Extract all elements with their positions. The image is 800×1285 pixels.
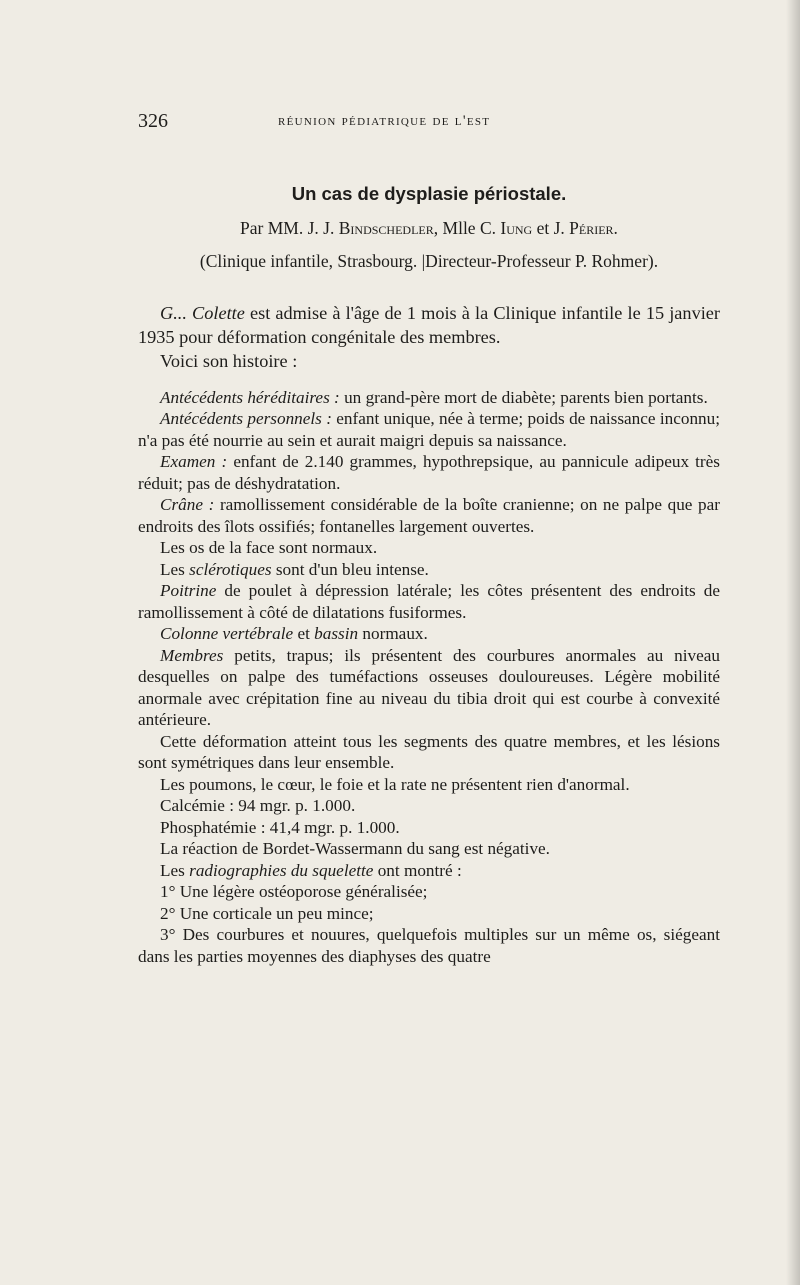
list-item-curvatures: 3° Des courbures et nouures, quelquefois multiples sur un même os, siégeant dans les parties moyennes des diaphyses des quatre [138,925,720,966]
heading-hereditary: Antécédents héréditaires : [160,387,340,407]
heading-skull: Crâne : [160,495,215,514]
paragraph-deformation: Cette déformation atteint tous les segments des quatre membres, et les lésions sont symétriques dans leur ensemble. [138,731,720,772]
paragraph-radiographs [138,860,720,882]
author-iung: Iung [500,218,533,238]
page-gutter-shadow [786,0,800,1285]
text-hereditary: un grand-père mort de diabète; parents bien portants. [339,387,708,407]
text-limbs: petits, trapus; ils présentent des courbures anormales au niveau desquelles on palpe des tuméfactions osseuses douloureuses. Légère mobilité anormale avec crépitation fine au niveau du tibia droit qui est courbe à convexité antérieure. [138,645,720,729]
heading-spine: Colonne vertébrale [160,624,294,643]
text-exam: enfant de 2.140 grammes, hypothrepsique, au pannicule adipeux très réduit; pas de déshydratation. [138,452,720,493]
paragraph-hereditary [138,387,720,409]
authors-prefix: Par MM. J. J. [240,218,335,238]
paragraph-personal [138,408,720,451]
spacer [138,373,720,387]
patient-name: G... Colette [160,302,245,323]
text-sclera-a: Les [160,559,190,579]
running-title: réunion pédiatrique de l'est [278,113,491,129]
paragraph-face: Les os de la face sont normaux. [160,538,378,557]
paragraph-history: Voici son histoire : [160,350,298,371]
heading-exam: Examen : [160,452,228,471]
heading-pelvis: bassin [314,624,359,643]
text-spine-mid: et [293,624,315,643]
heading-chest: Poitrine [160,581,217,600]
paragraph-exam [138,451,720,494]
article-authors [138,215,720,241]
paragraph-sclera [138,559,720,581]
paragraph-wassermann: La réaction de Bordet-Wassermann du sang est négative. [160,839,550,858]
text-skull: ramollissement considérable de la boîte cranienne; on ne palpe que par endroits des îlots ossifiés; fontanelles largement ouvertes. [138,495,720,536]
list-item-osteoporosis: 1° Une légère ostéoporose généralisée; [160,882,428,901]
authors-and: et J. [536,218,565,238]
text-personal: enfant unique, née à terme; poids de naissance inconnu; n'a pas été nourrie au sein et aurait maigri depuis sa naissance. [138,409,721,450]
paragraph-intro-text: est admise à l'âge de 1 mois à la Clinique infantile le 15 janvier 1935 pour déformation congénitale des membres. [138,302,720,347]
paragraph-phosphatemia: Phosphatémie : 41,4 mgr. p. 1.000. [160,817,400,837]
heading-limbs: Membres [160,645,224,665]
paragraph-limbs [138,645,720,731]
list-item-cortical: 2° Une corticale un peu mince; [160,903,374,923]
article-body [138,183,720,967]
text-radiographs-b: ont montré : [373,860,462,880]
text-sclera-b: sont d'un bleu intense. [271,559,429,579]
paragraph-chest [138,580,720,623]
heading-personal: Antécédents personnels : [160,409,332,428]
page-number: 326 [138,110,168,132]
text-spine: normaux. [358,624,428,643]
article-title: Un cas de dysplasie périostale. [291,183,567,204]
paragraph-organs: Les poumons, le cœur, le foie et la rate ne présentent rien d'anormal. [160,774,630,794]
heading-sclera: sclérotiques [189,559,272,579]
article-affiliation: (Clinique infantile, Strasbourg. |Directeur-Professeur P. Rohmer). [199,251,659,271]
author-bindschedler: Bindschedler, [338,218,439,238]
author-perier: Périer. [569,218,618,238]
text-radiographs-a: Les [160,860,190,880]
authors-mid: Mlle C. [442,218,496,238]
paragraph-intro [138,301,720,349]
text-chest: de poulet à dépression latérale; les côtes présentent des endroits de ramollissement à côté de dilatations fusiformes. [138,581,720,622]
paragraph-calcemia: Calcémie : 94 mgr. p. 1.000. [160,796,356,815]
heading-radiographs: radiographies du squelette [189,860,374,880]
paragraph-skull [138,494,720,537]
page-header [138,110,720,136]
paragraph-spine [138,623,720,645]
